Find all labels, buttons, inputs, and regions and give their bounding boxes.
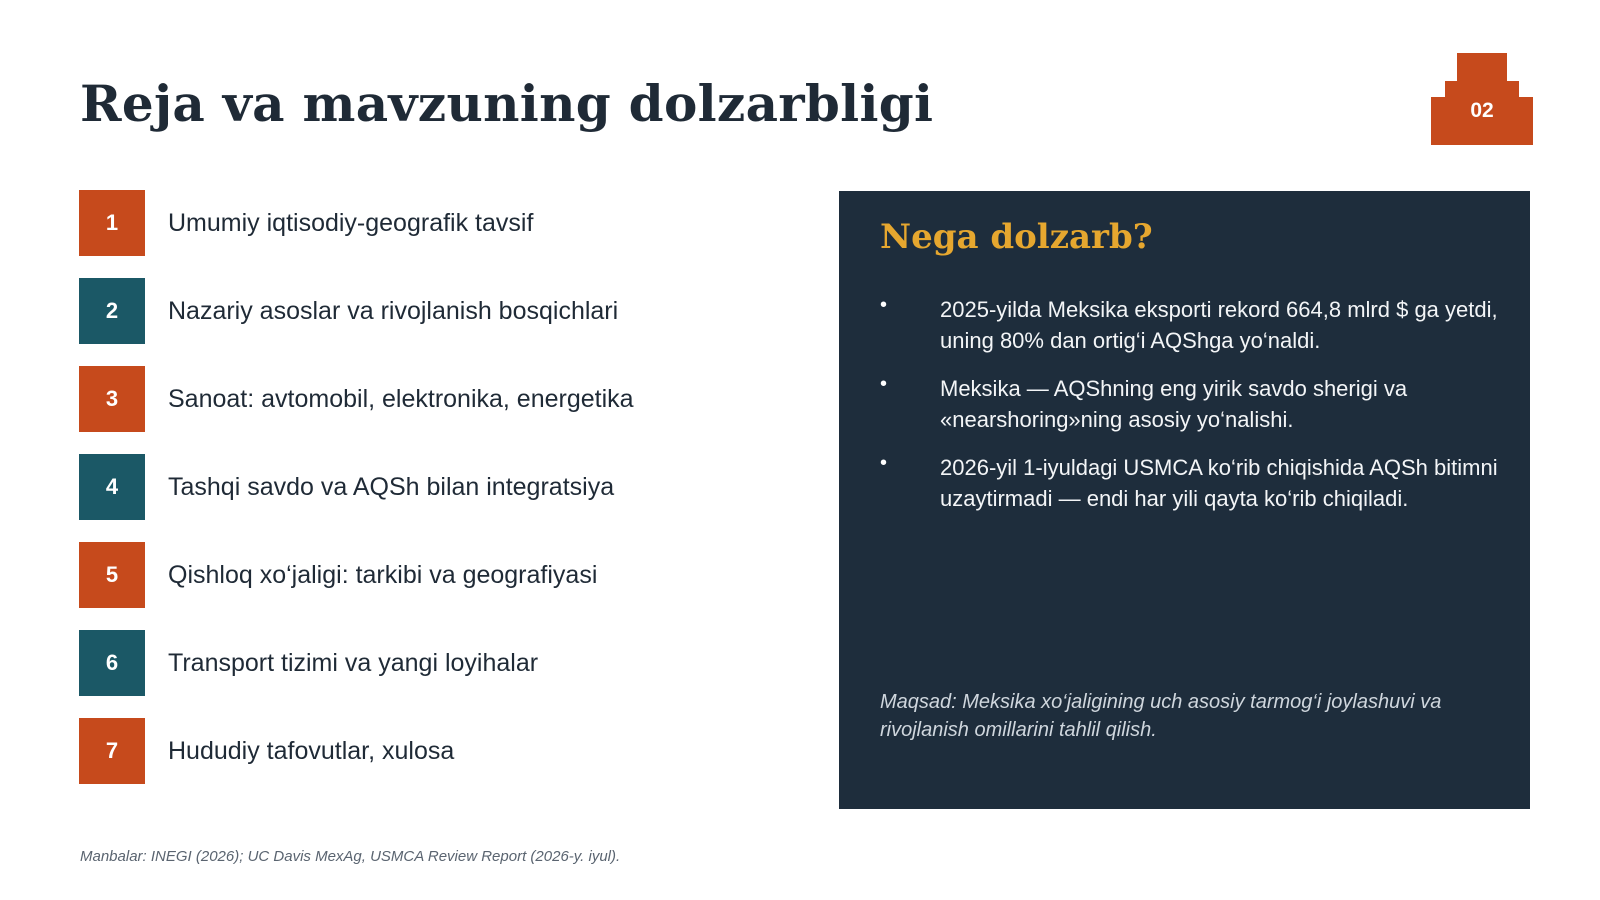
agenda-item (79, 366, 634, 432)
relevance-bullet (880, 373, 1500, 435)
relevance-bullet-list (880, 294, 1500, 531)
agenda-number-box: 5 (79, 542, 145, 608)
bullet-dot-icon: • (880, 373, 888, 395)
slide-number-badge (1431, 53, 1533, 145)
relevance-bullet (880, 452, 1500, 514)
agenda-item (79, 278, 634, 344)
agenda-number-box: 2 (79, 278, 145, 344)
relevance-bullet-text: Meksika — AQShning eng yirik savdo sherigi va «nearshoring»ning asosiy yo‘nalishi. (940, 376, 1408, 432)
sources-footnote: Manbalar: INEGI (2026); UC Davis MexAg, USMCA Review Report (2026-y. iyul). (80, 848, 621, 865)
bullet-dot-icon: • (880, 452, 888, 474)
slide-title: Reja va mavzuning dolzarbligi (80, 74, 934, 133)
agenda-item (79, 542, 634, 608)
agenda-item (79, 454, 634, 520)
goal-statement: Maqsad: Meksika xo‘jaligining uch asosiy tarmog‘i joylashuvi va rivojlanish omillarini tahlil qilish. (880, 691, 1442, 741)
agenda-item-label: Nazariy asoslar va rivojlanish bosqichlari (168, 296, 619, 325)
agenda-item (79, 190, 634, 256)
relevance-panel (839, 191, 1530, 809)
agenda-item-label: Hududiy tafovutlar, xulosa (168, 736, 455, 765)
relevance-heading: Nega dolzarb? (880, 217, 1153, 257)
bullet-dot-icon: • (880, 294, 888, 316)
agenda-item (79, 630, 634, 696)
agenda-number-box: 3 (79, 366, 145, 432)
agenda-item-label: Tashqi savdo va AQSh bilan integratsiya (168, 472, 615, 501)
agenda-item-label: Qishloq xo‘jaligi: tarkibi va geografiyasi (168, 560, 598, 589)
relevance-bullet-text: 2026-yil 1-iyuldagi USMCA ko‘rib chiqishida AQSh bitimni uzaytirmadi — endi har yili qayta ko‘rib chiqiladi. (940, 455, 1498, 511)
agenda-item-label: Transport tizimi va yangi loyihalar (168, 648, 539, 677)
agenda-item (79, 718, 634, 784)
agenda-item-label: Sanoat: avtomobil, elektronika, energetika (168, 384, 634, 413)
slide-number: 02 (1470, 99, 1494, 122)
agenda-number-box: 4 (79, 454, 145, 520)
agenda-number-box: 6 (79, 630, 145, 696)
relevance-bullet-text: 2025-yilda Meksika eksporti rekord 664,8 mlrd $ ga yetdi, uning 80% dan ortig‘i AQShga yo‘naldi. (940, 297, 1498, 353)
agenda-number-box: 7 (79, 718, 145, 784)
agenda-item-label: Umumiy iqtisodiy-geografik tavsif (168, 208, 534, 237)
agenda-number-box: 1 (79, 190, 145, 256)
relevance-bullet (880, 294, 1500, 356)
agenda-list (79, 190, 634, 806)
